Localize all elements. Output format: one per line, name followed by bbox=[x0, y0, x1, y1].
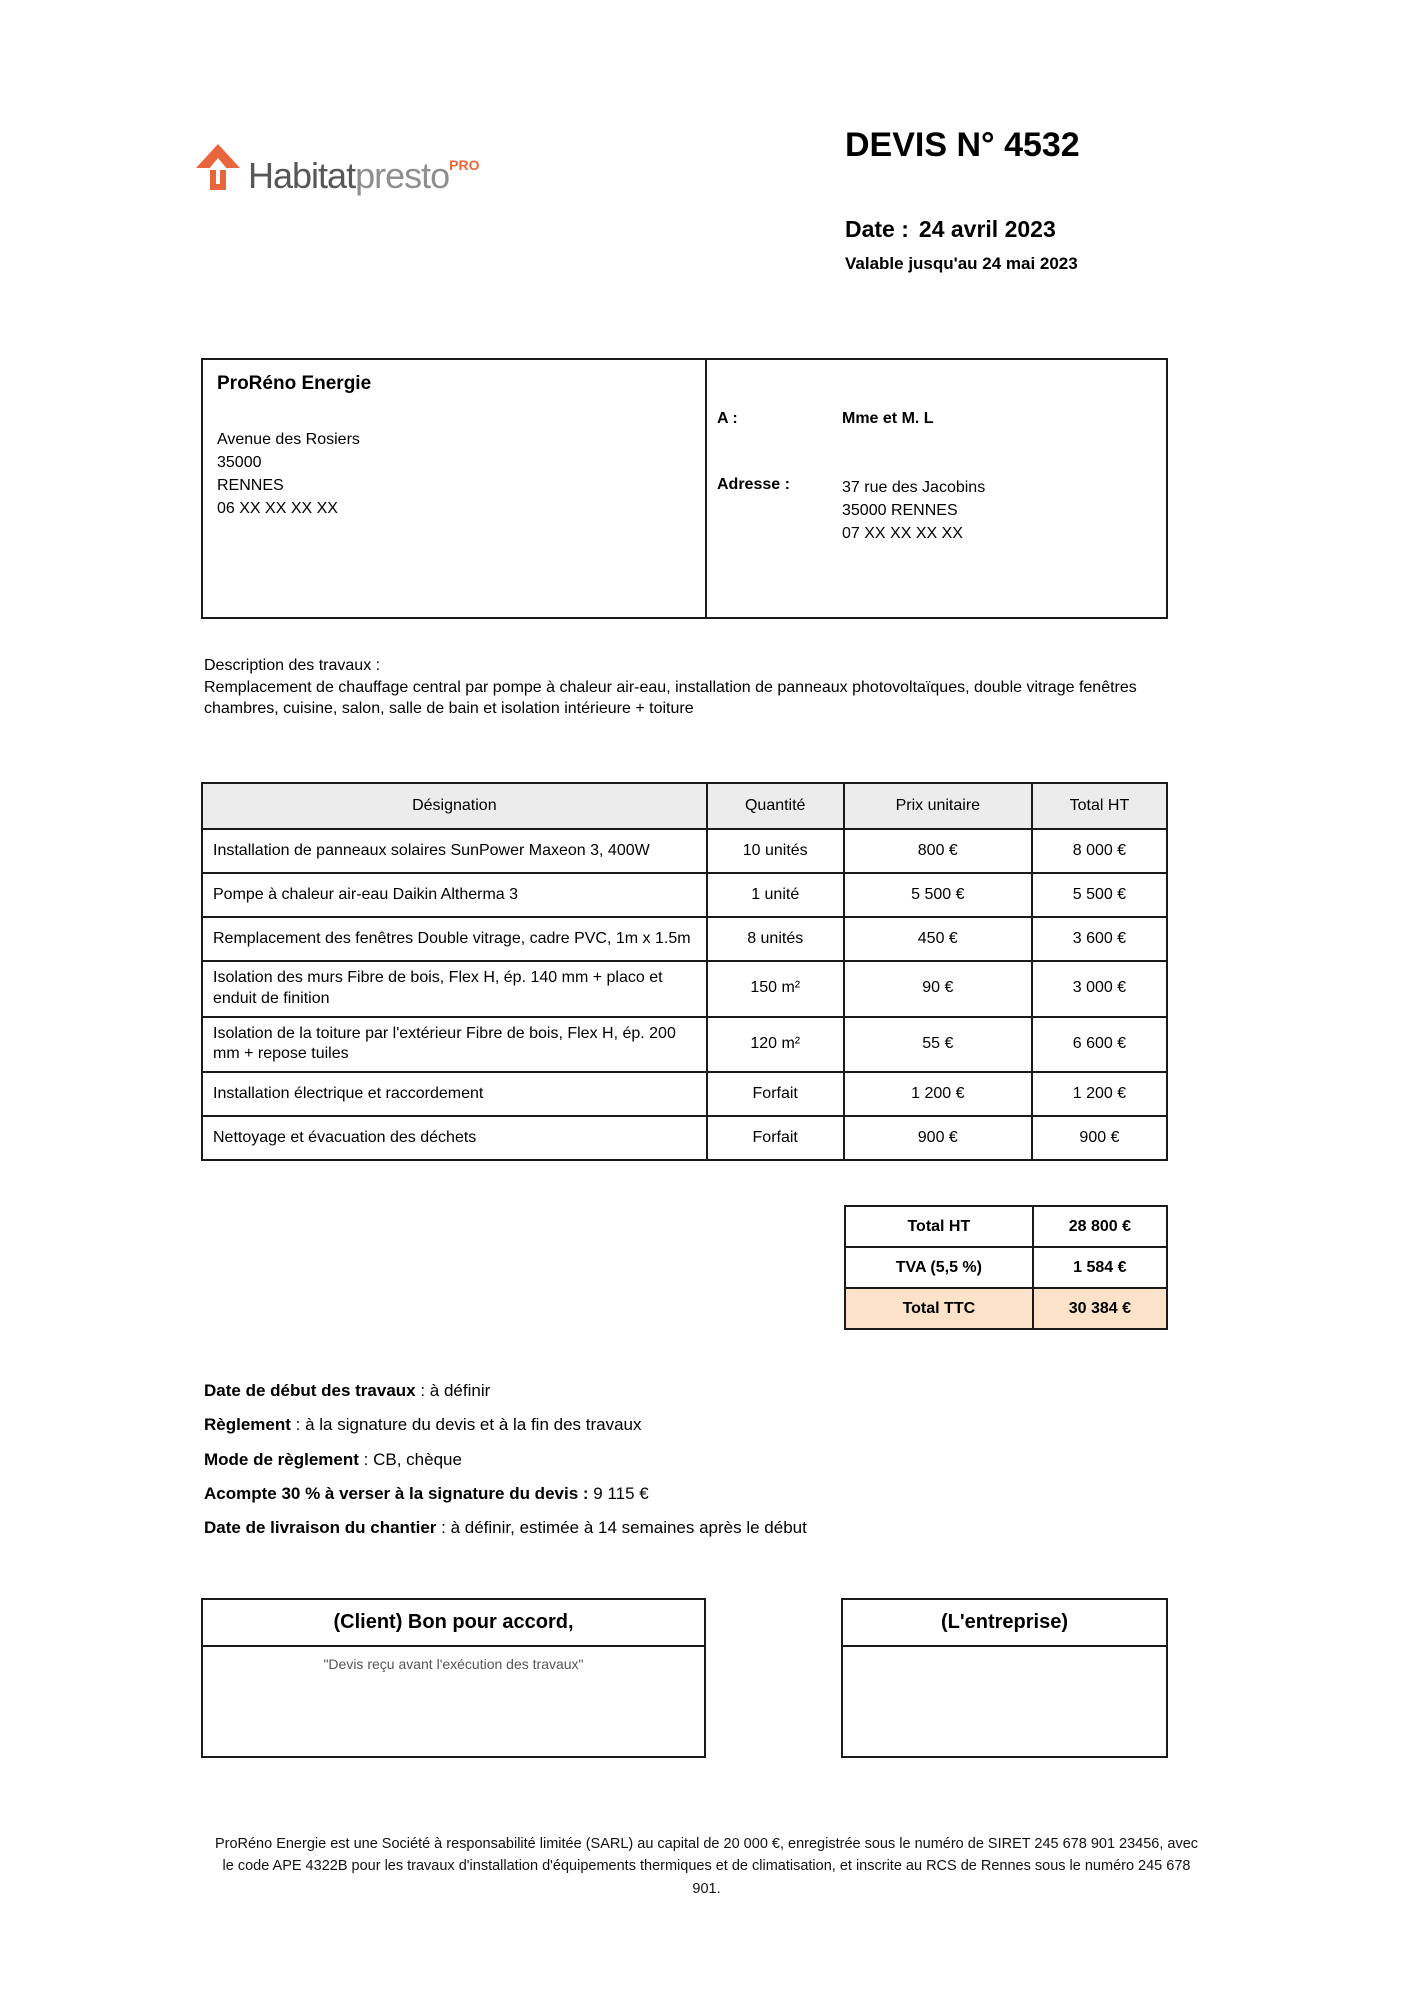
item-unit-price: 5 500 € bbox=[844, 873, 1032, 917]
client-name: Mme et M. L bbox=[842, 410, 934, 427]
item-designation: Isolation des murs Fibre de bois, Flex H, ép. 140 mm + placo et enduit de finition bbox=[202, 961, 707, 1017]
parties-box bbox=[201, 358, 1168, 619]
item-quantity: Forfait bbox=[707, 1072, 844, 1116]
col-header-designation: Désignation bbox=[202, 783, 707, 829]
client-address-label: Adresse : bbox=[717, 476, 790, 493]
client-address-line: 37 rue des Jacobins bbox=[842, 479, 986, 496]
work-description-title: Description des travaux : bbox=[204, 657, 381, 674]
company-address-line: 35000 bbox=[217, 453, 262, 471]
total-ht-row bbox=[845, 1206, 1167, 1247]
item-quantity: 10 unités bbox=[707, 829, 844, 873]
client-signature-note: "Devis reçu avant l'exécution des travaux" bbox=[323, 1656, 584, 1672]
col-header-quantity: Quantité bbox=[707, 783, 844, 829]
date-label: Date : bbox=[845, 216, 909, 242]
table-row bbox=[202, 961, 1167, 1017]
habitatpresto-logo bbox=[196, 142, 479, 199]
company-name: ProRéno Energie bbox=[217, 373, 372, 394]
item-quantity: Forfait bbox=[707, 1116, 844, 1160]
item-unit-price: 900 € bbox=[844, 1116, 1032, 1160]
item-designation: Installation de panneaux solaires SunPower Maxeon 3, 400W bbox=[202, 829, 707, 873]
logo-wordmark bbox=[248, 142, 479, 199]
legal-footer: ProRéno Energie est une Société à responsabilité limitée (SARL) au capital de 20 000 €, enregistrée sous le numéro de SIRET 245 678 901 23456, avec le code APE 4322B pour les travaux d'installation d'équipements thermiques et de climatisation, et inscrite au RCS de Rennes sous le numéro 245 678 901. bbox=[214, 1836, 1199, 1897]
item-total: 8 000 € bbox=[1032, 829, 1167, 873]
term-deposit: Acompte 30 % à verser à la signature du devis : 9 115 € bbox=[204, 1483, 649, 1503]
work-description-body: Remplacement de chauffage central par pompe à chaleur air-eau, installation de panneaux photovoltaïques, double vitrage fenêtres chambres, cuisine, salon, salle de bain et isolation intérieure + toiture bbox=[204, 678, 1137, 718]
item-total: 3 600 € bbox=[1032, 917, 1167, 961]
item-designation: Isolation de la toiture par l'extérieur Fibre de bois, Flex H, ép. 200 mm + repose tuiles bbox=[202, 1017, 707, 1073]
client-signature-box bbox=[201, 1598, 706, 1758]
logo-part-presto: presto bbox=[355, 155, 450, 196]
client-phone: 07 XX XX XX XX bbox=[842, 525, 963, 543]
company-signature-box bbox=[841, 1598, 1168, 1758]
total-ttc-label: Total TTC bbox=[845, 1288, 1033, 1329]
company-address-line: RENNES bbox=[217, 476, 284, 494]
item-total: 1 200 € bbox=[1032, 1072, 1167, 1116]
validity-line: Valable jusqu'au 24 mai 2023 bbox=[845, 254, 1078, 273]
total-ht-value: 28 800 € bbox=[1033, 1206, 1167, 1247]
item-quantity: 150 m² bbox=[707, 961, 844, 1017]
col-header-unit-price: Prix unitaire bbox=[844, 783, 1032, 829]
client-to-label: A : bbox=[717, 410, 738, 427]
item-unit-price: 800 € bbox=[844, 829, 1032, 873]
item-designation: Pompe à chaleur air-eau Daikin Altherma 3 bbox=[202, 873, 707, 917]
table-row bbox=[202, 1116, 1167, 1160]
tva-label: TVA (5,5 %) bbox=[845, 1247, 1033, 1288]
item-quantity: 8 unités bbox=[707, 917, 844, 961]
client-address-line: 35000 RENNES bbox=[842, 502, 958, 520]
table-row bbox=[202, 873, 1167, 917]
arrow-home-icon bbox=[196, 144, 240, 190]
client-address-row bbox=[717, 476, 1156, 546]
total-ttc-value: 30 384 € bbox=[1033, 1288, 1167, 1329]
company-info bbox=[203, 360, 707, 617]
col-header-total-ht: Total HT bbox=[1032, 783, 1167, 829]
total-ttc-row bbox=[845, 1288, 1167, 1329]
item-total: 900 € bbox=[1032, 1116, 1167, 1160]
items-header-row bbox=[202, 783, 1167, 829]
item-quantity: 120 m² bbox=[707, 1017, 844, 1073]
date-value: 24 avril 2023 bbox=[918, 216, 1056, 242]
table-row bbox=[202, 1072, 1167, 1116]
item-unit-price: 90 € bbox=[844, 961, 1032, 1017]
table-row bbox=[202, 917, 1167, 961]
logo-part-habitat: Habitat bbox=[248, 155, 356, 196]
term-delivery-date: Date de livraison du chantier : à définir, estimée à 14 semaines après le début bbox=[204, 1518, 807, 1537]
company-signature-title: (L'entreprise) bbox=[843, 1600, 1166, 1647]
work-description bbox=[204, 655, 1154, 720]
item-unit-price: 55 € bbox=[844, 1017, 1032, 1073]
totals-table bbox=[844, 1205, 1168, 1330]
item-quantity: 1 unité bbox=[707, 873, 844, 917]
table-row bbox=[202, 1017, 1167, 1073]
devis-number-title: DEVIS N° 4532 bbox=[845, 126, 1080, 164]
item-total: 6 600 € bbox=[1032, 1017, 1167, 1073]
company-address-line: Avenue des Rosiers bbox=[217, 430, 360, 448]
client-address bbox=[842, 476, 985, 546]
payment-terms bbox=[204, 1380, 1164, 1551]
table-row bbox=[202, 829, 1167, 873]
items-table bbox=[201, 782, 1168, 1161]
item-unit-price: 450 € bbox=[844, 917, 1032, 961]
term-payment: Règlement : à la signature du devis et à la fin des travaux bbox=[204, 1415, 642, 1435]
tva-value: 1 584 € bbox=[1033, 1247, 1167, 1288]
item-total: 3 000 € bbox=[1032, 961, 1167, 1017]
item-unit-price: 1 200 € bbox=[844, 1072, 1032, 1116]
tva-row bbox=[845, 1247, 1167, 1288]
item-designation: Installation électrique et raccordement bbox=[202, 1072, 707, 1116]
item-designation: Remplacement des fenêtres Double vitrage, cadre PVC, 1m x 1.5m bbox=[202, 917, 707, 961]
client-signature-title: (Client) Bon pour accord, bbox=[203, 1600, 704, 1647]
client-info bbox=[707, 360, 1166, 617]
term-start-date: Date de début des travaux : à définir bbox=[204, 1381, 491, 1400]
company-phone: 06 XX XX XX XX bbox=[217, 500, 338, 518]
term-payment-method: Mode de règlement : CB, chèque bbox=[204, 1449, 462, 1469]
item-total: 5 500 € bbox=[1032, 873, 1167, 917]
logo-pro-badge: PRO bbox=[449, 157, 480, 173]
total-ht-label: Total HT bbox=[845, 1206, 1033, 1247]
client-to-row bbox=[717, 410, 1156, 428]
item-designation: Nettoyage et évacuation des déchets bbox=[202, 1116, 707, 1160]
date-line bbox=[845, 216, 1056, 243]
